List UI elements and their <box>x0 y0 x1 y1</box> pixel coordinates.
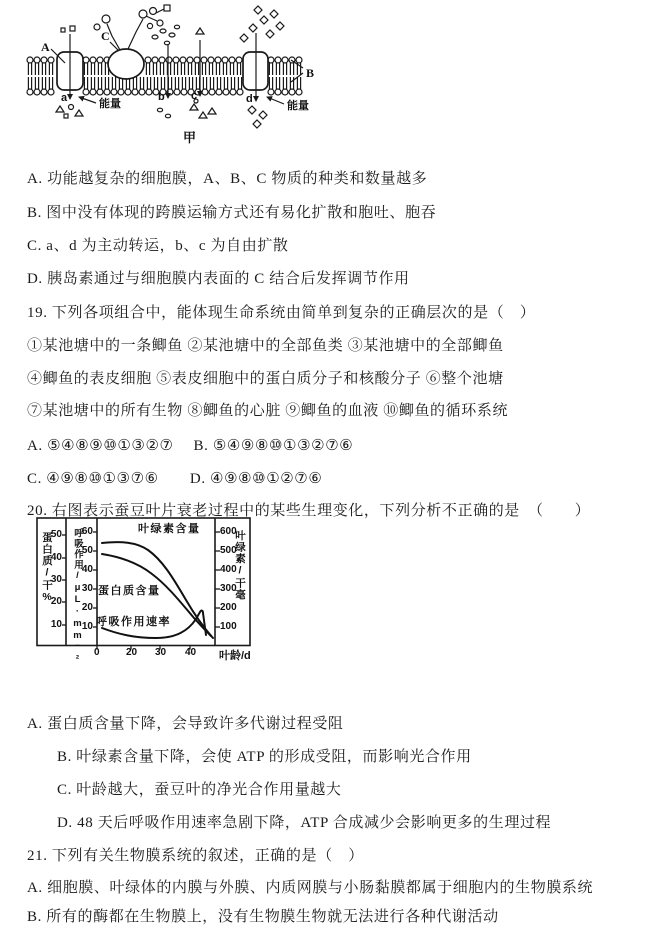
energy-label-right: 能量 <box>287 100 309 112</box>
protein-tick: 10 <box>50 619 62 630</box>
q19-items-1: ①某池塘中的一条鲫鱼 ②某池塘中的全部鱼类 ③某池塘中的全部鲫鱼 <box>27 338 504 354</box>
molecules-above-d <box>240 6 284 42</box>
q19-options-row2: C. ④⑨⑧⑩①③⑦⑥ D. ④⑨⑧⑩①②⑦⑥ <box>27 471 323 487</box>
respiration-series-label: 呼吸作用速率 <box>96 616 171 628</box>
q21-stem: 21. 下列有关生物膜系统的叙述，正确的是（ ） <box>27 848 364 864</box>
protein-series-label: 蛋白质含量 <box>98 585 161 597</box>
membrane-diagram-svg <box>22 2 342 147</box>
q21-option-b: B. 所有的酶都在生物膜上，没有生物膜生物就无法进行各种代谢活动 <box>27 909 499 925</box>
q18-option-c: C. a、d 为主动转运，b、c 为自由扩散 <box>27 238 289 254</box>
x-tick: 20 <box>126 647 138 658</box>
molecules-below-d <box>248 106 267 128</box>
protein-tick: 20 <box>50 596 62 607</box>
q19-options-row1: A. ⑤④⑧⑨⑩①③②⑦ B. ⑤④⑨⑧⑩①③②⑦⑥ <box>27 438 354 454</box>
label-B: B <box>306 66 315 80</box>
label-b: b <box>158 91 165 103</box>
q18-option-b: B. 图中没有体现的跨膜运输方式还有易化扩散和胞吐、胞吞 <box>27 205 437 221</box>
molecules-below-c <box>190 99 216 118</box>
molecules-below-b <box>157 108 170 118</box>
carbohydrate-chain <box>94 5 170 50</box>
diagram-caption: 甲 <box>183 130 197 145</box>
q19-items-3: ⑦某池塘中的所有生物 ⑧鲫鱼的心脏 ⑨鲫鱼的血液 ⑩鲫鱼的循环系统 <box>27 403 509 419</box>
chlorophyll-tick: 300 <box>220 583 237 594</box>
q21-option-a: A. 细胞膜、叶绿体的内膜与外膜、内质网膜与小肠黏膜都属于细胞内的生物膜系统 <box>27 880 594 896</box>
membrane-diagram <box>22 2 342 147</box>
q18-option-d: D. 胰岛素通过与细胞膜内表面的 C 结合后发挥调节作用 <box>27 271 410 287</box>
protein-tick: 50 <box>50 529 62 540</box>
leaf-aging-chart <box>36 516 252 668</box>
label-c: c <box>191 90 198 102</box>
q20-option-a: A. 蛋白质含量下降，会导致许多代谢过程受阻 <box>27 716 344 732</box>
chlorophyll-axis-label: 叶绿素/干毫 <box>234 530 246 601</box>
chlorophyll-tick: 200 <box>220 602 237 613</box>
respiration-tick: 50 <box>81 545 93 556</box>
respiration-tick: 30 <box>81 583 93 594</box>
label-C: C <box>101 29 110 43</box>
respiration-tick: 10 <box>81 621 93 632</box>
energy-label-left: 能量 <box>99 98 121 110</box>
chlorophyll-series-label: 叶绿素含量 <box>138 523 201 535</box>
respiration-tick: 40 <box>81 564 93 575</box>
label-d: d <box>246 93 253 105</box>
q18-option-a: A. 功能越复杂的细胞膜，A、B、C 物质的种类和数量越多 <box>27 171 428 187</box>
x-axis-label: 叶龄/d <box>219 650 251 662</box>
respiration-tick: 60 <box>81 526 93 537</box>
x-tick: 30 <box>155 647 167 658</box>
q20-option-b: B. 叶绿素含量下降，会使 ATP 的形成受阻，而影响光合作用 <box>57 749 472 765</box>
respiration-tick: 20 <box>81 602 93 613</box>
x-tick: 40 <box>185 647 197 658</box>
x-tick: 0 <box>94 647 100 658</box>
chlorophyll-tick: 400 <box>220 564 237 575</box>
chlorophyll-tick: 500 <box>220 545 237 556</box>
molecules-above-a <box>61 26 75 32</box>
chlorophyll-tick: 100 <box>220 621 237 632</box>
protein-axis-label: 蛋白质/干% <box>41 532 53 604</box>
q20-stem: 20. 右图表示蚕豆叶片衰老过程中的某些生理变化，下列分析不正确的是 （ ） <box>27 503 591 519</box>
chlorophyll-tick: 600 <box>220 526 237 537</box>
q19-stem: 19. 下列各项组合中，能体现生命系统由简单到复杂的正确层次的是（ ） <box>27 305 536 321</box>
glycoprotein-C <box>108 49 144 79</box>
molecules-above-b <box>152 25 180 45</box>
q19-items-2: ④鲫鱼的表皮细胞 ⑤表皮细胞中的蛋白质分子和核酸分子 ⑥整个池塘 <box>27 371 504 387</box>
molecules-below-a <box>56 105 83 119</box>
label-a: a <box>61 92 68 104</box>
protein-tick: 30 <box>50 574 62 585</box>
respiration-axis-label: 呼吸作用/μL·mm⁻² <box>72 528 83 666</box>
q20-option-d: D. 48 天后呼吸作用速率急剧下降，ATP 合成减少会影响更多的生理过程 <box>57 815 552 831</box>
label-A: A <box>41 40 50 54</box>
protein-tick: 40 <box>50 552 62 563</box>
q20-option-c: C. 叶龄越大，蚕豆叶的净光合作用量越大 <box>57 782 342 798</box>
